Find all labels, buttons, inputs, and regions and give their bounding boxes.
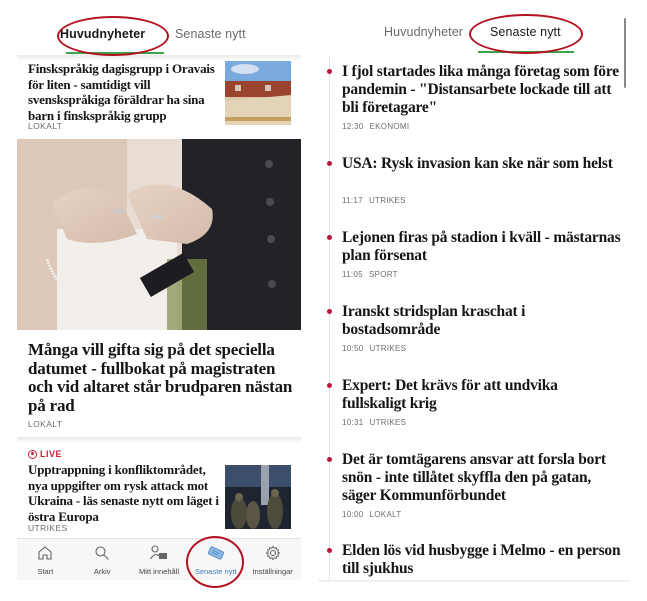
scrollbar[interactable] [624,18,626,88]
news-headline: Iranskt stridsplan kraschat i bostadsområde [342,303,526,338]
news-time: 10:50 [342,344,364,353]
news-category: SPORT [368,270,398,279]
bottom-edge-shadow [318,580,630,583]
card-shadow [17,437,301,443]
news-headline: USA: Rysk invasion kan ske när som helst [342,155,613,172]
active-tab-underline [66,52,164,54]
bullet-icon [327,309,332,314]
nav-start[interactable] [17,539,74,580]
news-meta [342,510,401,519]
active-tab-underline [478,51,574,53]
news-category: UTRIKES [369,344,407,353]
tab-huvudnyheter[interactable]: Huvudnyheter [60,27,146,41]
bullet-icon [327,235,332,240]
news-time: 12:30 [342,122,364,131]
left-screen-huvudnyheter [17,0,301,580]
news-time: 10:31 [342,418,364,427]
news-meta [342,196,406,205]
news-headline: Lejonen firas på stadion i kväll - mästarnas plan försenat [342,229,621,264]
nav-senaste-nytt[interactable] [187,539,244,580]
article-category: LOKALT [28,419,63,429]
news-category: UTRIKES [368,196,406,205]
nav-label: Inställningar [252,567,293,576]
news-headline: Expert: Det krävs för att undvika fullskaligt krig [342,377,558,412]
tab-huvudnyheter[interactable]: Huvudnyheter [384,25,464,39]
nav-label: Senaste nytt [194,567,237,576]
news-category: LOKALT [369,510,402,519]
tab-senaste-nytt[interactable]: Senaste nytt [175,27,246,41]
gear-icon [264,544,282,562]
article-headline: Upptrappning i konfliktområdet, nya uppgifter om rysk attack mot Ukraina - läs senaste nytt om läget i östra Europa [28,462,219,524]
bullet-icon [327,457,332,462]
live-label: LIVE [40,449,63,459]
news-meta [342,418,406,427]
article-headline: Finskspråkig dagisgrupp i Oravais för liten - samtidigt vill svenskspråkiga föräldrar ha sina barn i finskspråkig grupp [28,61,215,123]
tab-bar [17,0,301,55]
news-headline: Det är tomtägarens ansvar att forsla bort snön - inte tillåtet skyffla den på gatan, säger Kommunförbundet [342,451,606,504]
news-time: 11:05 [342,270,363,279]
home-icon [36,544,54,562]
news-meta [342,344,406,353]
bottom-navigation [17,538,301,580]
user-content-icon [150,544,168,562]
article-category: UTRIKES [28,523,68,533]
bullet-icon [327,161,332,166]
news-headline: Elden lös vid husbygge i Melmo - en person till sjukhus [342,542,621,577]
news-headline: I fjol startades lika många företag som före pandemin - "Distansarbete lockade till att bli företagare" [342,63,619,116]
live-badge [28,449,62,459]
search-icon [93,544,111,562]
nav-installningar[interactable] [244,539,301,580]
wedding-hands-image[interactable] [17,139,301,330]
soldiers-image [225,465,291,529]
news-meta [342,122,409,131]
news-time: 11:17 [342,196,363,205]
nav-label: Start [37,567,54,576]
live-icon [28,450,37,459]
right-screen-senaste-nytt [318,0,630,582]
tab-senaste-nytt[interactable]: Senaste nytt [490,25,561,39]
tab-bar [318,0,630,55]
article-card[interactable] [17,437,301,537]
article-card[interactable] [17,55,301,135]
nav-mitt-innehall[interactable] [131,539,188,580]
article-card[interactable] [17,330,301,435]
school-playground-image [225,61,291,125]
latest-news-icon [207,544,225,562]
nav-label: Arkiv [93,567,111,576]
article-category: LOKALT [28,121,63,131]
news-category: UTRIKES [369,418,407,427]
news-category: EKONOMI [369,122,410,131]
bullet-icon [327,548,332,553]
nav-arkiv[interactable] [74,539,131,580]
article-headline: Många vill gifta sig på det speciella datumet - fullbokat på magistraten och vid altaret står brudparen nästan på rad [28,340,293,415]
timeline-line [329,55,330,582]
nav-label: Mitt innehåll [138,567,179,576]
bullet-icon [327,383,332,388]
bullet-icon [327,69,332,74]
news-meta [342,270,398,279]
news-time: 10:00 [342,510,364,519]
